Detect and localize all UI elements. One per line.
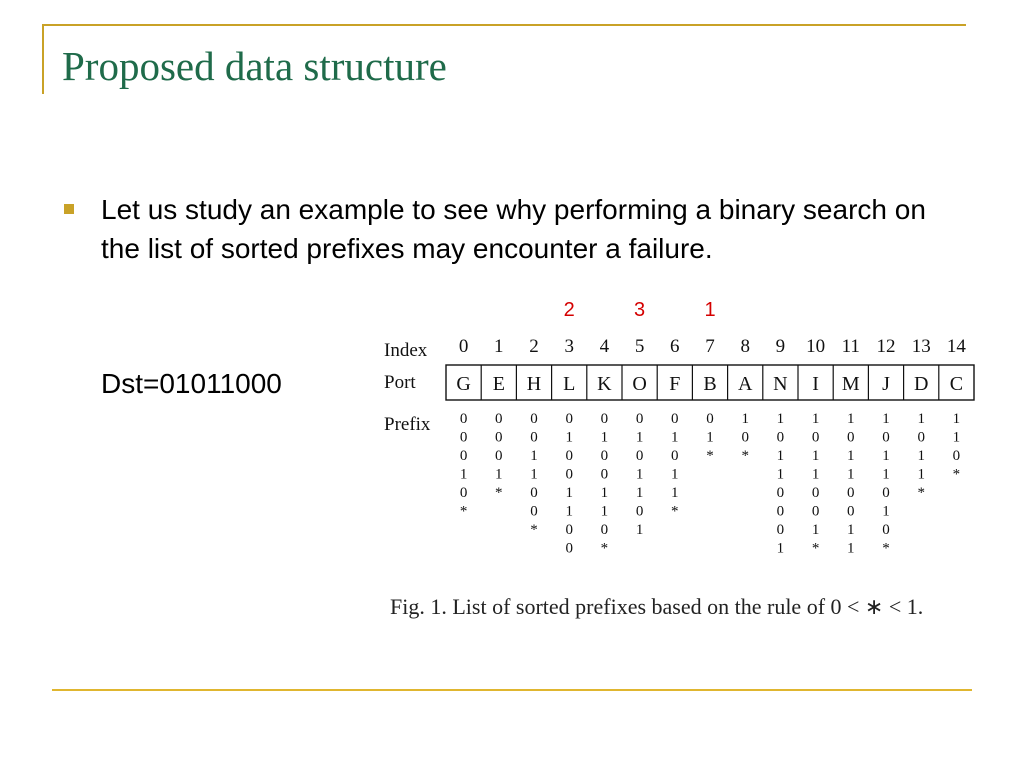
prefix-H-bit-4: 0	[530, 485, 538, 501]
row-label-port: Port	[384, 372, 416, 393]
prefix-E-bit-4: *	[495, 485, 503, 501]
port-F: F	[669, 373, 681, 395]
index-0: 0	[458, 336, 469, 357]
prefix-F-bit-2: 0	[671, 448, 679, 464]
port-L: L	[563, 373, 576, 395]
slide-title: Proposed data structure	[62, 43, 447, 89]
prefix-M-bit-7: 1	[847, 540, 855, 557]
prefix-G-bit-3: 1	[459, 466, 468, 483]
index-9: 9	[775, 336, 786, 357]
prefix-L-bit-5: 1	[565, 503, 573, 520]
prefix-K-bit-1: 1	[600, 429, 609, 446]
port-E: E	[492, 373, 505, 395]
index-6: 6	[670, 336, 680, 357]
prefix-M-bit-0: 1	[847, 411, 855, 427]
prefix-L-bit-3: 0	[565, 466, 573, 483]
prefix-K-bit-4: 1	[600, 485, 609, 501]
prefix-D-bit-1: 0	[917, 429, 925, 446]
destination-address: Dst=01011000	[101, 368, 282, 399]
marker-2: 2	[563, 299, 575, 321]
prefix-J-bit-2: 1	[882, 448, 890, 464]
prefix-I-bit-4: 0	[811, 485, 820, 501]
prefix-L-bit-0: 0	[565, 411, 573, 427]
prefix-M-bit-6: 1	[847, 522, 855, 538]
prefix-M-bit-3: 1	[847, 466, 855, 483]
prefix-D-bit-2: 1	[917, 448, 925, 464]
prefix-I-bit-2: 1	[811, 448, 820, 464]
left-rule	[42, 24, 44, 94]
index-12: 12	[876, 336, 896, 357]
prefix-J-bit-5: 1	[882, 503, 890, 520]
prefix-E-bit-0: 0	[495, 411, 503, 427]
port-M: M	[841, 373, 860, 395]
prefix-C-bit-1: 1	[952, 429, 961, 446]
index-4: 4	[599, 336, 610, 357]
prefix-K-bit-7: *	[600, 540, 609, 557]
prefix-J-bit-3: 1	[882, 466, 890, 483]
prefix-L-bit-1: 1	[565, 429, 573, 446]
prefix-K-bit-6: 0	[600, 522, 609, 538]
prefix-K-bit-5: 1	[600, 503, 609, 520]
prefix-D-bit-4: *	[917, 485, 925, 501]
prefix-F-bit-3: 1	[671, 466, 679, 483]
index-13: 13	[911, 336, 931, 357]
prefix-H-bit-3: 1	[530, 466, 538, 483]
index-10: 10	[806, 336, 826, 357]
prefix-O-bit-3: 1	[635, 466, 644, 483]
prefix-M-bit-5: 0	[847, 503, 855, 520]
prefix-N-bit-5: 0	[776, 503, 785, 520]
prefix-J-bit-0: 1	[882, 411, 890, 427]
figure-caption: Fig. 1. List of sorted prefixes based on the rule of 0 < ∗ < 1.	[390, 594, 924, 619]
prefix-B-bit-2: *	[706, 448, 714, 464]
port-C: C	[949, 373, 964, 395]
prefix-K-bit-3: 0	[600, 466, 609, 483]
prefix-A-bit-1: 0	[741, 429, 749, 446]
port-N: N	[773, 373, 788, 395]
prefix-J-bit-4: 0	[882, 485, 890, 501]
prefix-L-bit-6: 0	[565, 522, 573, 538]
prefix-H-bit-5: 0	[530, 503, 538, 520]
prefix-F-bit-1: 1	[671, 429, 679, 446]
prefix-N-bit-0: 1	[776, 411, 785, 427]
prefix-L-bit-7: 0	[565, 540, 573, 557]
port-D: D	[913, 373, 929, 395]
prefix-G-bit-2: 0	[459, 448, 468, 464]
prefix-K-bit-2: 0	[600, 448, 609, 464]
prefix-J-bit-1: 0	[882, 429, 890, 446]
prefix-O-bit-2: 0	[635, 448, 644, 464]
prefix-G-bit-4: 0	[459, 485, 468, 501]
prefix-table-svg	[380, 290, 980, 590]
port-K: K	[597, 373, 612, 395]
prefix-C-bit-2: 0	[952, 448, 961, 464]
prefix-H-bit-6: *	[530, 522, 538, 538]
prefix-G-bit-5: *	[459, 503, 468, 520]
marker-1: 1	[704, 299, 716, 321]
prefix-N-bit-4: 0	[776, 485, 785, 501]
prefix-M-bit-2: 1	[847, 448, 855, 464]
index-8: 8	[740, 336, 750, 357]
port-J: J	[882, 373, 890, 395]
prefix-L-bit-4: 1	[565, 485, 573, 501]
prefix-O-bit-1: 1	[635, 429, 644, 446]
index-2: 2	[529, 336, 539, 357]
prefix-C-bit-0: 1	[952, 411, 961, 427]
row-label-prefix: Prefix	[384, 414, 431, 435]
bullet-text: Let us study an example to see why performing a binary search on the list of sorted prefixes may encounter a failure.	[101, 194, 926, 264]
prefix-N-bit-7: 1	[776, 540, 785, 557]
prefix-K-bit-0: 0	[600, 411, 609, 427]
prefix-I-bit-3: 1	[811, 466, 820, 483]
prefix-D-bit-0: 1	[917, 411, 925, 427]
port-O: O	[632, 373, 647, 395]
prefix-J-bit-6: 0	[882, 522, 890, 538]
prefix-M-bit-1: 0	[847, 429, 855, 446]
prefix-O-bit-4: 1	[635, 485, 644, 501]
bottom-rule	[52, 689, 972, 691]
prefix-F-bit-4: 1	[671, 485, 679, 501]
prefix-H-bit-0: 0	[530, 411, 538, 427]
prefix-O-bit-6: 1	[635, 522, 644, 538]
prefix-F-bit-5: *	[671, 503, 679, 520]
prefix-A-bit-2: *	[741, 448, 749, 464]
index-5: 5	[634, 336, 645, 357]
prefix-H-bit-2: 1	[530, 448, 538, 464]
prefix-L-bit-2: 0	[565, 448, 573, 464]
prefix-I-bit-0: 1	[811, 411, 820, 427]
prefix-O-bit-0: 0	[635, 411, 644, 427]
prefix-N-bit-1: 0	[776, 429, 785, 446]
index-11: 11	[841, 336, 860, 357]
prefix-I-bit-1: 0	[811, 429, 820, 446]
port-I: I	[812, 373, 819, 395]
prefix-I-bit-7: *	[811, 540, 820, 557]
prefix-B-bit-1: 1	[706, 429, 714, 446]
prefix-E-bit-3: 1	[495, 466, 503, 483]
port-G: G	[456, 373, 471, 395]
prefix-C-bit-3: *	[952, 466, 961, 483]
top-rule	[42, 24, 966, 26]
prefix-F-bit-0: 0	[671, 411, 679, 427]
prefix-J-bit-7: *	[882, 540, 890, 557]
bullet-square-icon	[64, 204, 74, 214]
row-label-index: Index	[384, 340, 428, 361]
marker-3: 3	[634, 299, 646, 321]
port-A: A	[737, 373, 753, 395]
prefix-D-bit-3: 1	[917, 466, 925, 483]
prefix-N-bit-2: 1	[776, 448, 785, 464]
index-7: 7	[705, 336, 715, 357]
index-14: 14	[946, 336, 966, 357]
prefix-H-bit-1: 0	[530, 429, 538, 446]
prefix-B-bit-0: 0	[706, 411, 714, 427]
index-1: 1	[494, 336, 504, 357]
prefix-O-bit-5: 0	[635, 503, 644, 520]
prefix-A-bit-0: 1	[741, 411, 749, 427]
prefix-E-bit-2: 0	[495, 448, 503, 464]
prefix-figure	[380, 290, 980, 630]
prefix-E-bit-1: 0	[495, 429, 503, 446]
port-B: B	[703, 373, 717, 395]
prefix-N-bit-3: 1	[776, 466, 785, 483]
port-H: H	[526, 373, 542, 395]
prefix-I-bit-5: 0	[811, 503, 820, 520]
prefix-M-bit-4: 0	[847, 485, 855, 501]
prefix-I-bit-6: 1	[811, 522, 820, 538]
prefix-G-bit-0: 0	[459, 411, 468, 427]
index-3: 3	[564, 336, 574, 357]
prefix-N-bit-6: 0	[776, 522, 785, 538]
prefix-G-bit-1: 0	[459, 429, 468, 446]
